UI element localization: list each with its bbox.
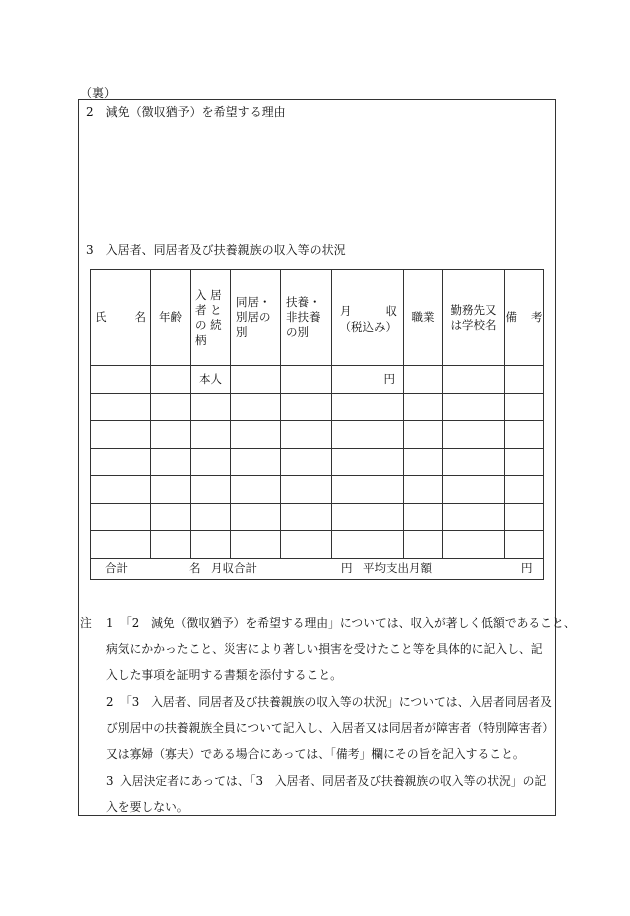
cell-remarks[interactable] xyxy=(505,476,544,504)
table-row xyxy=(91,366,544,394)
cell-name[interactable] xyxy=(91,503,151,531)
cell-cohabitation[interactable] xyxy=(231,393,281,421)
cell-dependency[interactable] xyxy=(281,421,332,449)
cell-age[interactable] xyxy=(151,393,191,421)
cell-relationship[interactable] xyxy=(191,531,231,559)
header-name: 氏 名 xyxy=(91,270,151,366)
cell-relationship[interactable] xyxy=(191,503,231,531)
cell-income[interactable] xyxy=(332,393,404,421)
cell-dependency[interactable] xyxy=(281,503,332,531)
section-2-title: 2 減免（徴収猶予）を希望する理由 xyxy=(86,105,286,119)
cell-dependency[interactable] xyxy=(281,366,332,394)
header-cohabitation: 同居・ 別居の 別 xyxy=(231,270,281,366)
cell-name[interactable] xyxy=(91,531,151,559)
cell-age[interactable] xyxy=(151,503,191,531)
note-3-line-2: 入を要しない。 xyxy=(106,800,189,814)
cell-cohabitation[interactable] xyxy=(231,476,281,504)
total-persons-unit: 名 xyxy=(189,560,201,575)
note-2-number: 2 xyxy=(106,695,114,709)
cell-occupation[interactable] xyxy=(404,448,443,476)
cell-age[interactable] xyxy=(151,476,191,504)
cell-workplace[interactable] xyxy=(443,531,505,559)
notes-header: 注 xyxy=(80,616,92,630)
cell-cohabitation[interactable] xyxy=(231,503,281,531)
cell-dependency[interactable] xyxy=(281,393,332,421)
cell-workplace[interactable] xyxy=(443,503,505,531)
cell-occupation[interactable] xyxy=(404,421,443,449)
cell-age[interactable] xyxy=(151,448,191,476)
income-table xyxy=(90,269,544,580)
table-row xyxy=(91,448,544,476)
header-dependency: 扶養・ 非扶養 の別 xyxy=(281,270,332,366)
note-2-line-2: び別居中の扶養親族全員について記入し、入居者又は同居者が障害者（特別障害者） xyxy=(106,721,555,735)
cell-name[interactable] xyxy=(91,366,151,394)
cell-income[interactable] xyxy=(332,476,404,504)
cell-remarks[interactable] xyxy=(505,503,544,531)
cell-occupation[interactable] xyxy=(404,476,443,504)
header-age: 年齢 xyxy=(151,270,191,366)
cell-income[interactable] xyxy=(332,503,404,531)
note-1-number: 1 xyxy=(106,616,114,630)
total-cell xyxy=(91,558,544,579)
section-3-title: 3 入居者、同居者及び扶養親族の収入等の状況 xyxy=(86,243,346,257)
note-1-line-2: 病気にかかったこと、災害により著しい損害を受けたこと等を具体的に記入し、記 xyxy=(106,642,543,656)
note-3-line-1: 入居決定者にあっては、「3 入居者、同居者及び扶養親族の収入等の状況」の記 xyxy=(120,774,547,788)
cell-remarks[interactable] xyxy=(505,393,544,421)
cell-occupation[interactable] xyxy=(404,503,443,531)
cell-workplace[interactable] xyxy=(443,448,505,476)
note-2-line-1: 「3 入居者、同居者及び扶養親族の収入等の状況」については、入居者同居者及 xyxy=(120,695,552,709)
avg-expense-label: 平均支出月額 xyxy=(363,560,432,575)
cell-name[interactable] xyxy=(91,393,151,421)
cell-cohabitation[interactable] xyxy=(231,448,281,476)
cell-relationship[interactable] xyxy=(191,476,231,504)
cell-relationship[interactable] xyxy=(191,393,231,421)
table-header-row xyxy=(91,270,544,366)
cell-dependency[interactable] xyxy=(281,476,332,504)
table-row xyxy=(91,503,544,531)
total-label: 合計 xyxy=(105,560,128,575)
table-row xyxy=(91,393,544,421)
header-remarks: 備 考 xyxy=(505,270,544,366)
cell-name[interactable] xyxy=(91,448,151,476)
header-relationship: 入 居 者 と の 続 柄 xyxy=(191,270,231,366)
cell-cohabitation[interactable] xyxy=(231,421,281,449)
cell-occupation[interactable] xyxy=(404,366,443,394)
income-total-label: 月収合計 xyxy=(211,560,257,575)
cell-age[interactable] xyxy=(151,366,191,394)
cell-relationship[interactable] xyxy=(191,448,231,476)
cell-remarks[interactable] xyxy=(505,421,544,449)
cell-age[interactable] xyxy=(151,421,191,449)
income-total-unit: 円 xyxy=(341,560,353,575)
back-side-label: （裏） xyxy=(80,86,117,100)
cell-age[interactable] xyxy=(151,531,191,559)
cell-workplace[interactable] xyxy=(443,366,505,394)
note-2-line-3: 又は寡婦（寡夫）である場合にあっては、「備考」欄にその旨を記入すること。 xyxy=(106,747,525,761)
note-1-line-1: 「2 減免（徴収猶予）を希望する理由」については、収入が著しく低額であること、 xyxy=(120,616,576,630)
cell-workplace[interactable] xyxy=(443,476,505,504)
cell-income[interactable] xyxy=(332,421,404,449)
note-3-number: 3 xyxy=(106,774,114,788)
cell-remarks[interactable] xyxy=(505,366,544,394)
cell-income[interactable] xyxy=(332,531,404,559)
cell-workplace[interactable] xyxy=(443,421,505,449)
table-row xyxy=(91,531,544,559)
cell-relationship[interactable] xyxy=(191,421,231,449)
avg-expense-unit: 円 xyxy=(521,560,533,575)
cell-dependency[interactable] xyxy=(281,448,332,476)
cell-dependency[interactable] xyxy=(281,531,332,559)
cell-name[interactable] xyxy=(91,421,151,449)
cell-occupation[interactable] xyxy=(404,393,443,421)
cell-income[interactable]: 円 xyxy=(332,366,404,394)
note-1-line-3: 入した事項を証明する書類を添付すること。 xyxy=(106,668,342,682)
header-monthly-income: 月 収 （税込み） xyxy=(332,270,404,366)
table-row xyxy=(91,421,544,449)
reason-input-area[interactable] xyxy=(90,122,540,232)
total-row xyxy=(91,558,544,579)
cell-relationship: 本人 xyxy=(191,366,231,394)
cell-cohabitation[interactable] xyxy=(231,531,281,559)
cell-income[interactable] xyxy=(332,448,404,476)
cell-occupation[interactable] xyxy=(404,531,443,559)
cell-cohabitation[interactable] xyxy=(231,366,281,394)
cell-name[interactable] xyxy=(91,476,151,504)
header-occupation: 職業 xyxy=(404,270,443,366)
header-workplace: 勤務先又 は学校名 xyxy=(443,270,505,366)
cell-remarks[interactable] xyxy=(505,448,544,476)
cell-remarks[interactable] xyxy=(505,531,544,559)
cell-workplace[interactable] xyxy=(443,393,505,421)
table-row xyxy=(91,476,544,504)
